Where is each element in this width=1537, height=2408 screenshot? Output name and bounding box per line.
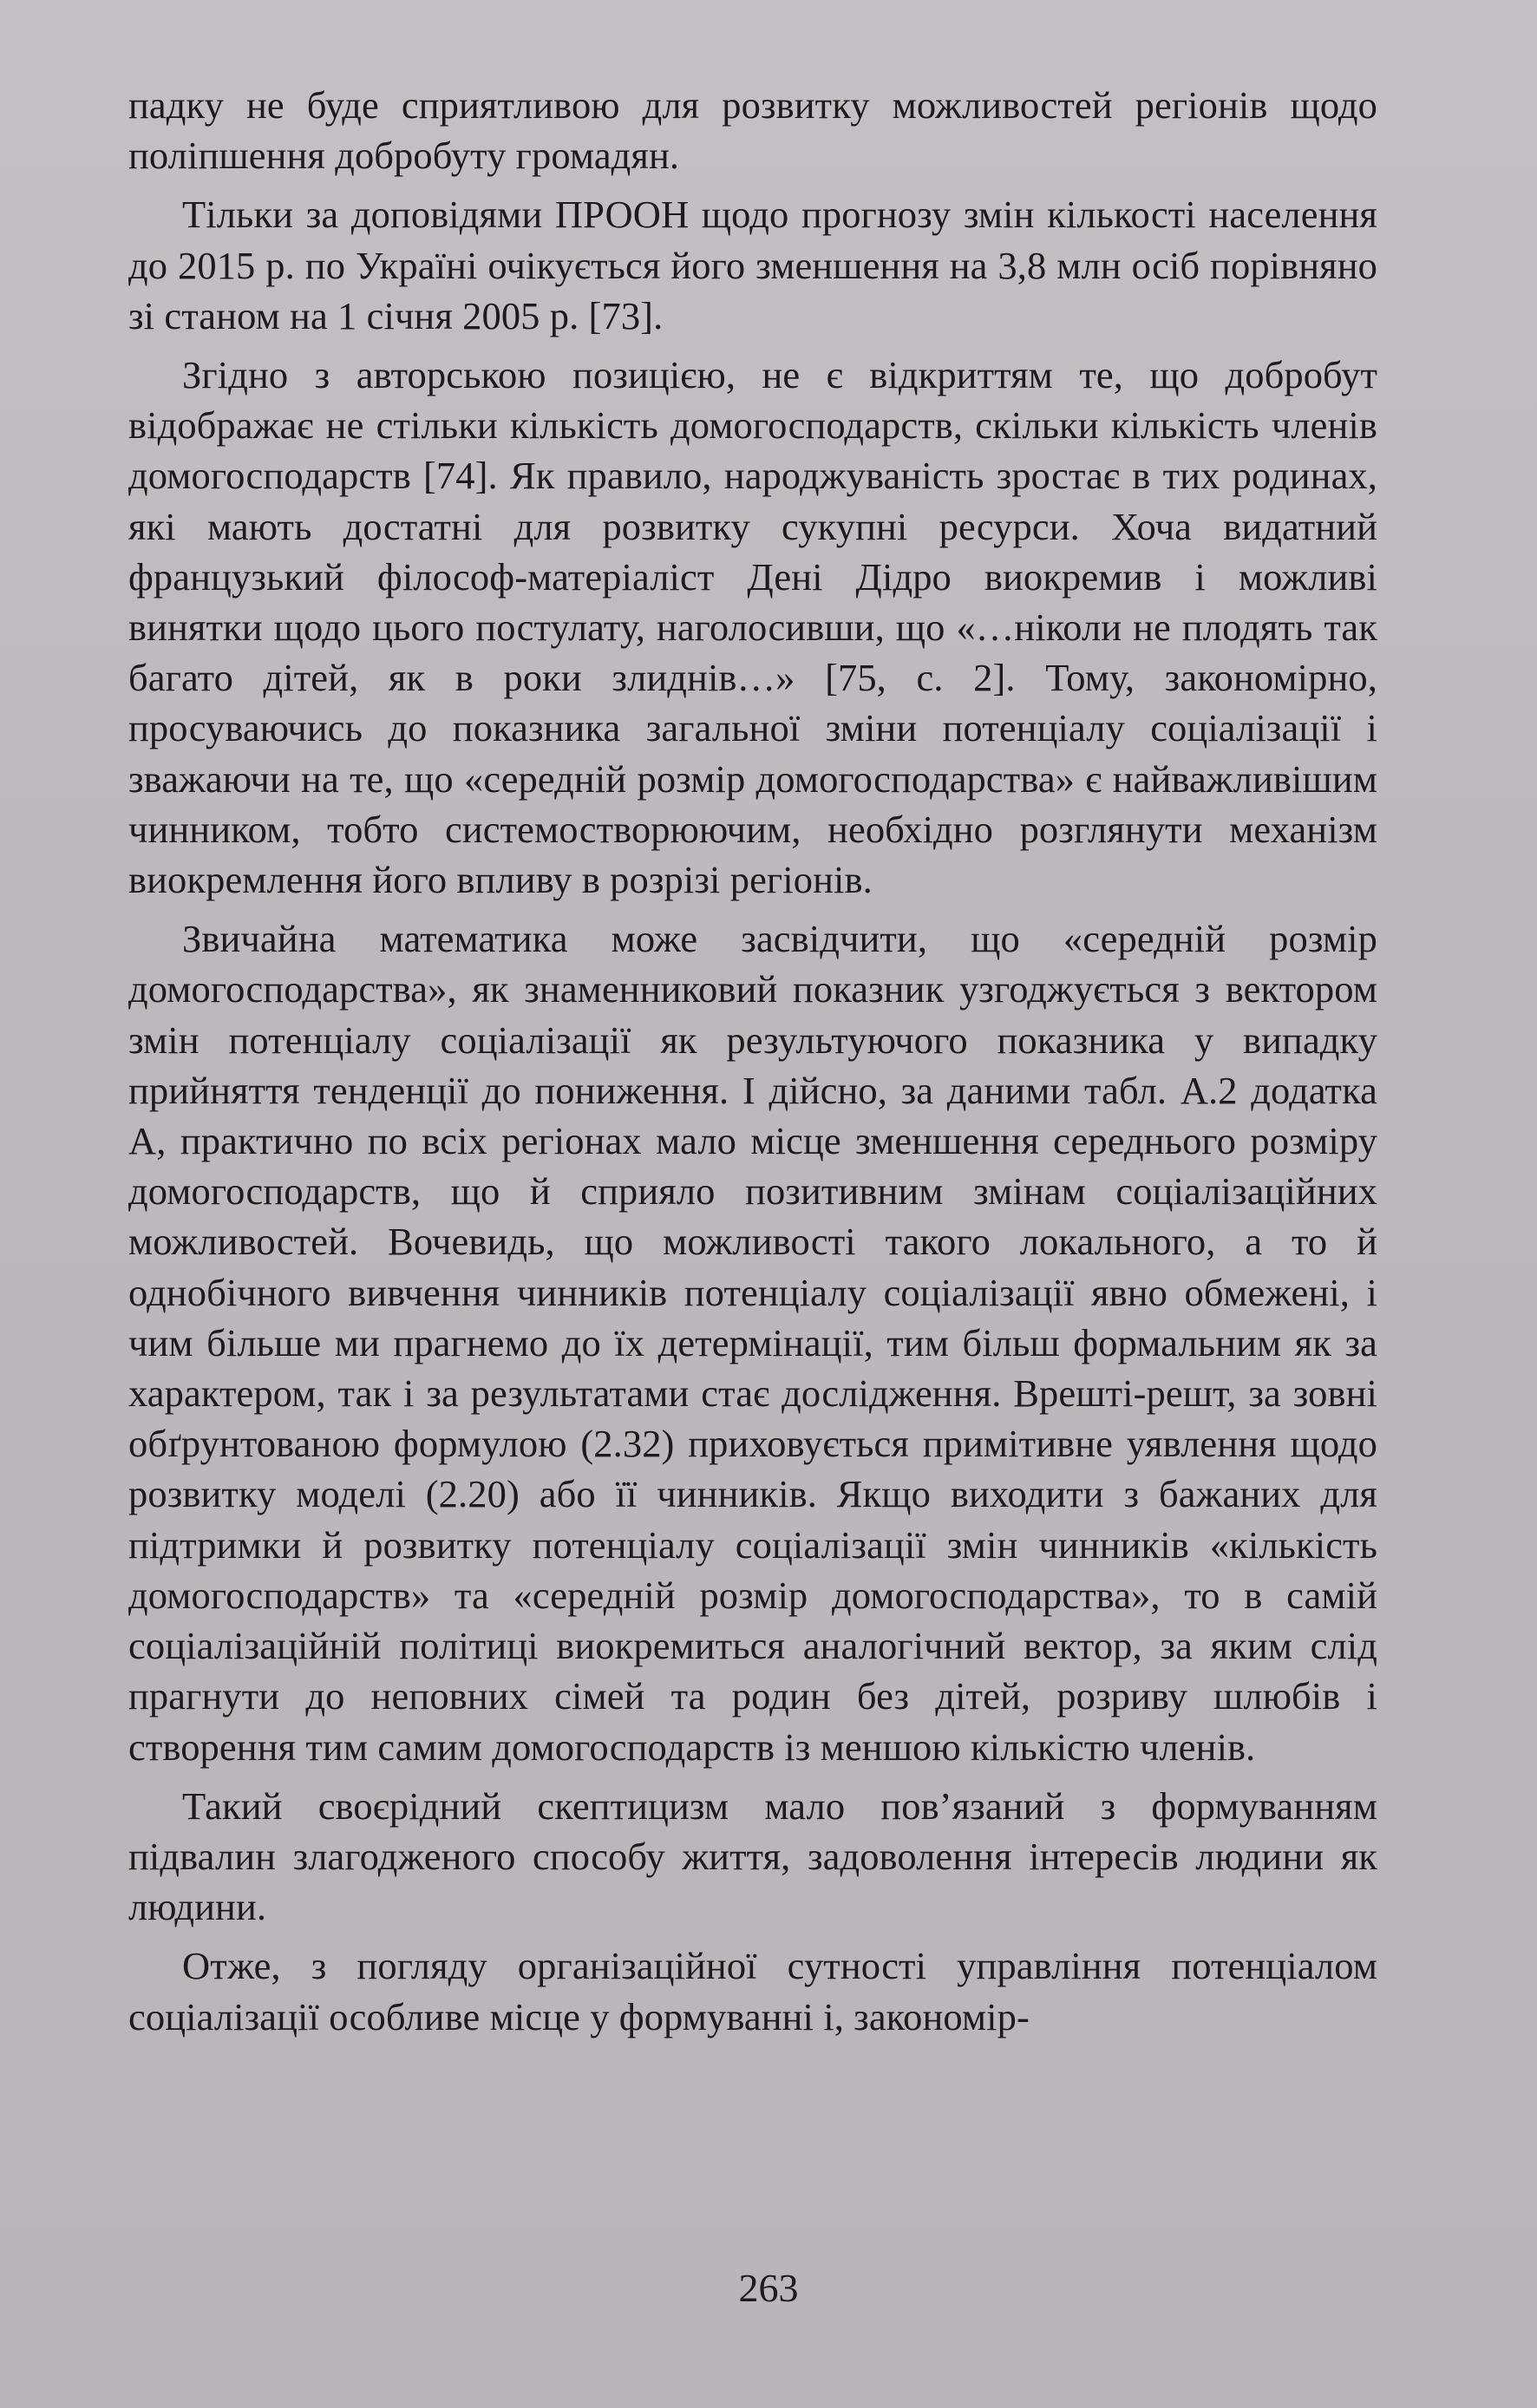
paragraph-continuation: падку не буде сприятливою для розвитку можливостей регіонів щодо поліпшення добробуту громадян. bbox=[128, 83, 1377, 178]
body-text bbox=[128, 80, 1377, 2042]
paragraph-undp-forecast: Тільки за доповідями ПРООН щодо прогнозу змін кількості населення до 2015 р. по Україні очікується його зменшення на 3,8 млн осіб порівняно зі станом на 1 січня 2005 р. [73]. bbox=[128, 193, 1377, 337]
page-number: 263 bbox=[738, 2266, 799, 2310]
paragraph-conclusion: Отже, з погляду організаційної сутності управління потенціалом соціалізації особливе місце у формуванні і, закономір- bbox=[128, 1944, 1377, 2038]
paragraph-author-position: Згідно з авторською позицією, не є відкриттям те, що добробут відображає не стільки кількість домогосподарств, скільки кількість членів домогосподарств [74]. Як правило, народжуваність зростає в тих родинах, які мають достатні для розвитку сукупні ресурси. Хоча видатний французький філософ-матеріаліст Дені Дідро виокремив і можливі винятки щодо цього постулату, наголосивши, що «…ніколи не плодять так багато дітей, як в роки злиднів…» [75, с. 2]. Тому, закономірно, просуваючись до показника загальної зміни потенціалу соціалізації і зважаючи на те, що «середній розмір домогосподарства» є найважливішим чинником, тобто системостворюючим, необхідно розглянути механізм виокремлення його впливу в розрізі регіонів. bbox=[128, 353, 1377, 902]
paragraph-mathematics: Звичайна математика може засвідчити, що «середній розмір домогосподарства», як знаменниковий показник узгоджується з вектором змін потенціалу соціалізації як результуючого показника у випадку прийняття тенденції до пониження. І дійсно, за даними табл. А.2 додатка А, практично по всіх регіонах мало місце зменшення середнього розміру домогосподарств, що й сприяло позитивним змінам соціалізаційних можливостей. Вочевидь, що можливості такого локального, а то й однобічного вивчення чинників потенціалу соціалізації явно обмежені, і чим більше ми прагнемо до їх детермінації, тим більш формальним як за характером, так і за результатами стає дослідження. Врешті-решт, за зовні обґрунтованою формулою (2.32) приховується примітивне уявлення щодо розвитку моделі (2.20) або її чинників. Якщо виходити з бажаних для підтримки й розвитку потенціалу соціалізації змін чинників «кількість домогосподарств» та «середній розмір домогосподарства», то в самій соціалізаційній політиці виокремиться аналогічний вектор, за яким слід прагнути до неповних сімей та родин без дітей, розриву шлюбів і створення тим самим домогосподарств із меншою кількістю членів. bbox=[128, 917, 1377, 1769]
paragraph-skepticism: Такий своєрідний скептицизм мало пов’язаний з формуванням підвалин злагодженого способу життя, задоволення інтересів людини як людини. bbox=[128, 1783, 1377, 1929]
